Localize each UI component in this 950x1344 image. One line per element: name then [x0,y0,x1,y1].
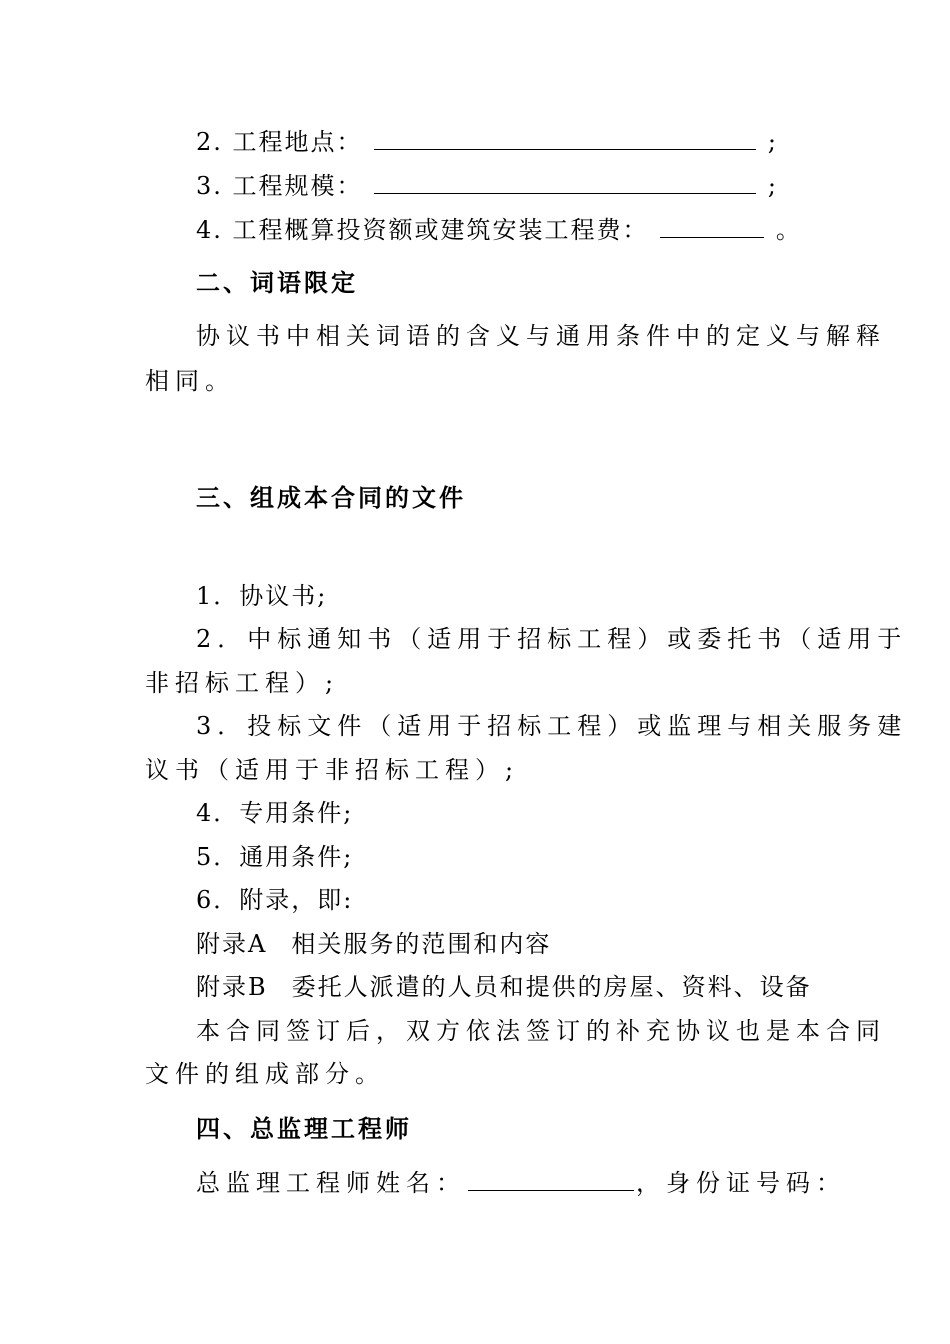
project-investment-blank[interactable] [660,211,764,238]
section2-paragraph-line2: 相同。 [145,367,235,395]
project-scale-label: 工程规模： [232,172,363,200]
item-number: 3. [196,172,223,200]
project-location-blank[interactable] [374,123,756,150]
section3-item2-line1: 2．中标通知书（适用于招标工程）或委托书（适用于 [196,625,908,653]
project-location-label: 工程地点： [232,128,363,156]
project-investment-line [196,210,810,250]
section2-heading: 二、词语限定 [196,268,358,297]
supplement-line2: 文件的组成部分。 [145,1060,385,1088]
appendix-a-text: 相关服务的范围和内容 [291,930,552,958]
appendix-a-line [196,924,810,964]
section3-heading: 三、组成本合同的文件 [196,483,466,512]
project-location-line [196,122,810,162]
supplement-line1: 本合同签订后，双方依法签订的补充协议也是本合同 [196,1017,886,1045]
section3-item3-line1: 3．投标文件（适用于招标工程）或监理与相关服务建 [196,712,908,740]
item-number: 4. [196,216,223,244]
section3-item3-line2: 议书（适用于非招标工程）; [145,756,520,784]
appendix-b-text: 委托人派遣的人员和提供的房屋、资料、设备 [291,973,812,1001]
chief-engineer-name-blank[interactable] [468,1164,634,1191]
item-number: 2. [196,128,223,156]
project-scale-line [196,166,810,206]
section4-heading: 四、总监理工程师 [196,1114,412,1143]
appendix-a-label: 附录A [196,930,268,958]
project-scale-blank[interactable] [374,167,756,194]
section3-item2-line2: 非招标工程）; [145,669,340,697]
chief-engineer-id-label: ，身份证号码： [636,1169,846,1197]
appendix-b-label: 附录B [196,973,268,1001]
appendix-b-line [196,967,810,1007]
line-end-punct: 。 [775,216,802,244]
chief-engineer-name-label: 总监理工程师姓名： [196,1169,466,1197]
project-investment-label: 工程概算投资额或建筑安装工程费： [232,216,649,244]
section3-item4: 4．专用条件; [196,799,354,827]
section3-item1: 1．协议书; [196,582,328,610]
chief-engineer-line [196,1163,846,1203]
section3-item6: 6．附录，即: [196,886,354,914]
section2-paragraph-line1: 协议书中相关词语的含义与通用条件中的定义与解释 [196,322,886,350]
section3-item5: 5．通用条件; [196,843,354,871]
line-end-punct: ; [767,172,778,200]
line-end-punct: ; [767,128,778,156]
